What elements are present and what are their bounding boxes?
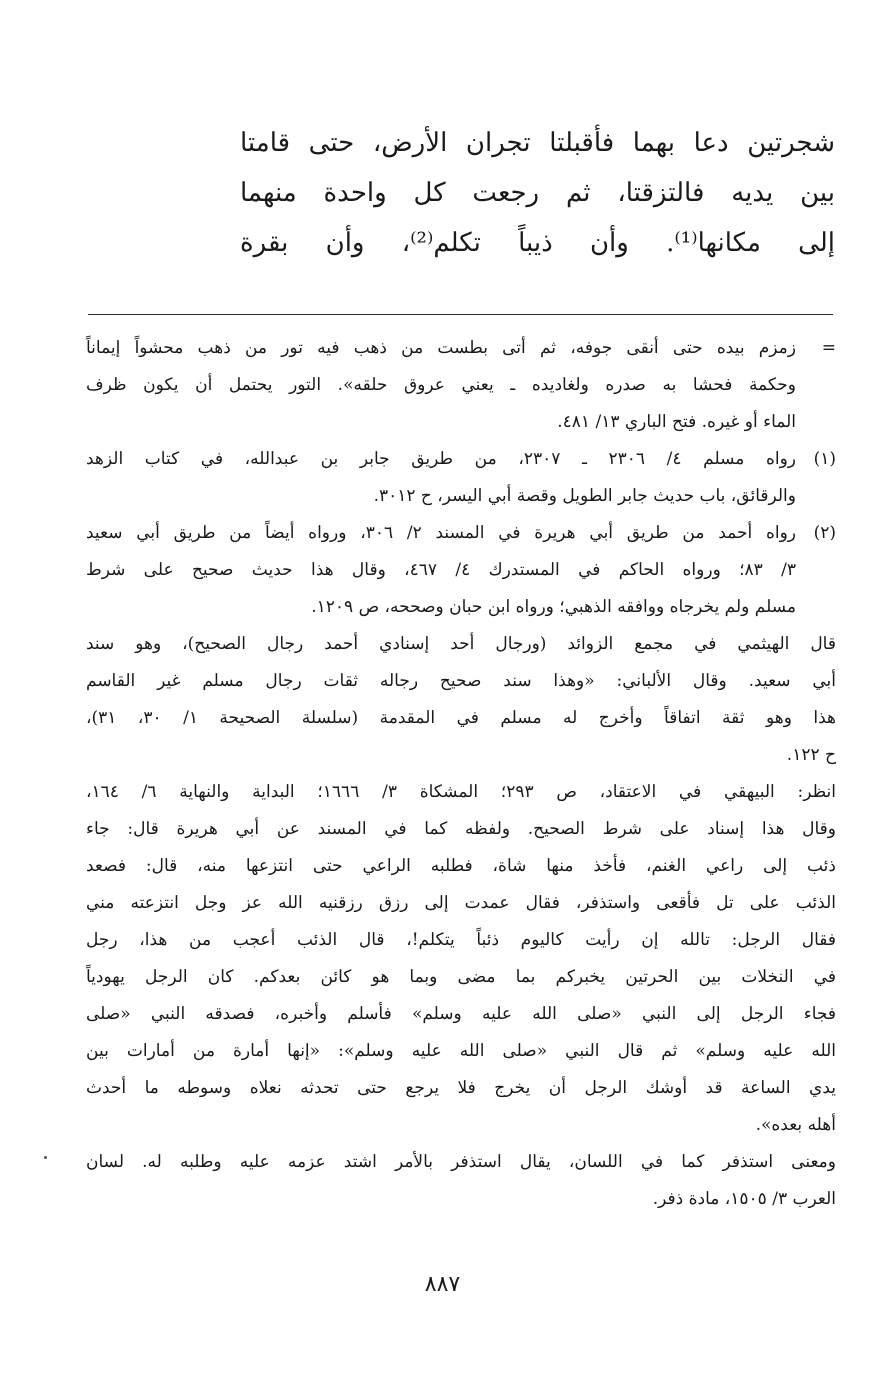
footnote-line: في النخلات بين الحرتين يخبركم بما مضى وبما هو كائن بعدكم. كان الرجل يهودياً — [86, 967, 836, 987]
footnote-line: وقال هذا إسناد على شرط الصحيح. ولفظه كما في المسند عن أبي هريرة قال: جاء — [86, 819, 836, 839]
footnote-line: أبي سعيد. وقال الألباني: «وهذا سند صحيح رجاله ثقات رجال مسلم غير القاسم — [86, 671, 836, 691]
footnote-line: ذئب إلى راعي الغنم، فأخذ منها شاة، فطلبه الراعي حتى انتزعها منه، قال: فصعد — [86, 856, 836, 876]
footnotes — [86, 330, 836, 1218]
footnote-line: يدي الساعة قد أوشك الرجل أن يخرج فلا يرجع حتى تحدثه نعلاه وسوطه ما أحدث — [86, 1078, 836, 1098]
footnote-separator — [88, 314, 833, 315]
footnote-line: الذئب على تل فأقعى واستذفر، فقال عمدت إلى رزق رزقنيه الله عز وجل انتزعته مني — [86, 893, 836, 913]
footnote-1 — [86, 441, 836, 515]
footnote-marker: (١) — [813, 449, 836, 469]
footnote-line: العرب ٣/ ١٥٠٥، مادة ذفر. — [652, 1189, 836, 1209]
main-text-line: بين يديه فالتزقتا، ثم رجعت كل واحدة منهما — [240, 178, 835, 208]
footnote-line: مسلم ولم يخرجاه ووافقه الذهبي؛ ورواه ابن حبان وصححه، ص ١٢٠٩. — [311, 597, 796, 617]
footnote-line: فقال الرجل: تالله إن رأيت كاليوم ذئباً يتكلم!، قال الذئب أعجب من هذا، رجل — [86, 930, 836, 950]
footnote-line: ٣/ ٨٣؛ ورواه الحاكم في المستدرك ٤/ ٤٦٧، وقال هذا حديث صحيح على شرط — [86, 560, 796, 580]
footnote-line: فجاء الرجل إلى النبي «صلى الله عليه وسلم» فأسلم وأخبره، فصدقه النبي «صلى — [86, 1004, 836, 1024]
page-number: ٨٨٧ — [424, 1272, 461, 1297]
footnote-line: ومعنى استذفر كما في اللسان، يقال استذفر بالأمر اشتد عزمه عليه وطلبه له. لسان — [86, 1152, 836, 1172]
footnote-line: وحكمة فحشا به صدره ولغاديده ـ يعني عروق حلقه». التور يحتمل أن يكون ظرف — [86, 375, 796, 395]
footnote-line: زمزم بيده حتى أنقى جوفه، ثم أتى بطست من ذهب فيه تور من ذهب محشواً إيماناً — [86, 338, 796, 358]
footnote-line: ح ١٢٢. — [786, 745, 836, 765]
main-text — [240, 118, 835, 268]
footnote-line: قال الهيثمي في مجمع الزوائد (ورجال أحد إسنادي أحمد رجال الصحيح)، وهو سند — [86, 634, 836, 654]
footnote-lisan-paragraph — [86, 1144, 836, 1218]
footnote-line: رواه مسلم ٤/ ٢٣٠٦ ـ ٢٣٠٧، من طريق جابر بن عبدالله، في كتاب الزهد — [86, 449, 796, 469]
main-text-line: إلى مكانها⁽¹⁾. وأن ذيباً تكلم⁽²⁾، وأن بقرة — [240, 228, 835, 258]
footnote-marker: (٢) — [813, 523, 836, 543]
footnote-marker: = — [821, 338, 836, 358]
main-text-line: شجرتين دعا بهما فأقبلتا تجران الأرض، حتى قامتا — [240, 128, 835, 158]
footnote-2 — [86, 515, 836, 626]
footnote-line: والرقائق، باب حديث جابر الطويل وقصة أبي اليسر، ح ٣٠١٢. — [373, 486, 796, 506]
footnote-haythami-paragraph — [86, 626, 836, 774]
footnote-line: الله عليه وسلم» ثم قال النبي «صلى الله عليه وسلم»: «إنها أمارة من أمارات بين — [86, 1041, 836, 1061]
footnote-nazar-paragraph — [86, 774, 836, 1144]
footnote-line: انظر: البيهقي في الاعتقاد، ص ٢٩٣؛ المشكاة ٣/ ١٦٦٦؛ البداية والنهاية ٦/ ١٦٤، — [86, 782, 836, 802]
print-speck — [44, 1156, 47, 1159]
footnote-continuation — [86, 330, 836, 441]
footnote-line: أهله بعده». — [755, 1115, 836, 1135]
footnote-line: الماء أو غيره. فتح الباري ١٣/ ٤٨١. — [557, 412, 796, 432]
footnote-line: رواه أحمد من طريق أبي هريرة في المسند ٢/ ٣٠٦، ورواه أيضاً من طريق أبي سعيد — [86, 523, 796, 543]
footnote-line: هذا وهو ثقة اتفاقاً وأخرج له مسلم في المقدمة (سلسلة الصحيحة ١/ ٣٠، ٣١)، — [86, 708, 836, 728]
